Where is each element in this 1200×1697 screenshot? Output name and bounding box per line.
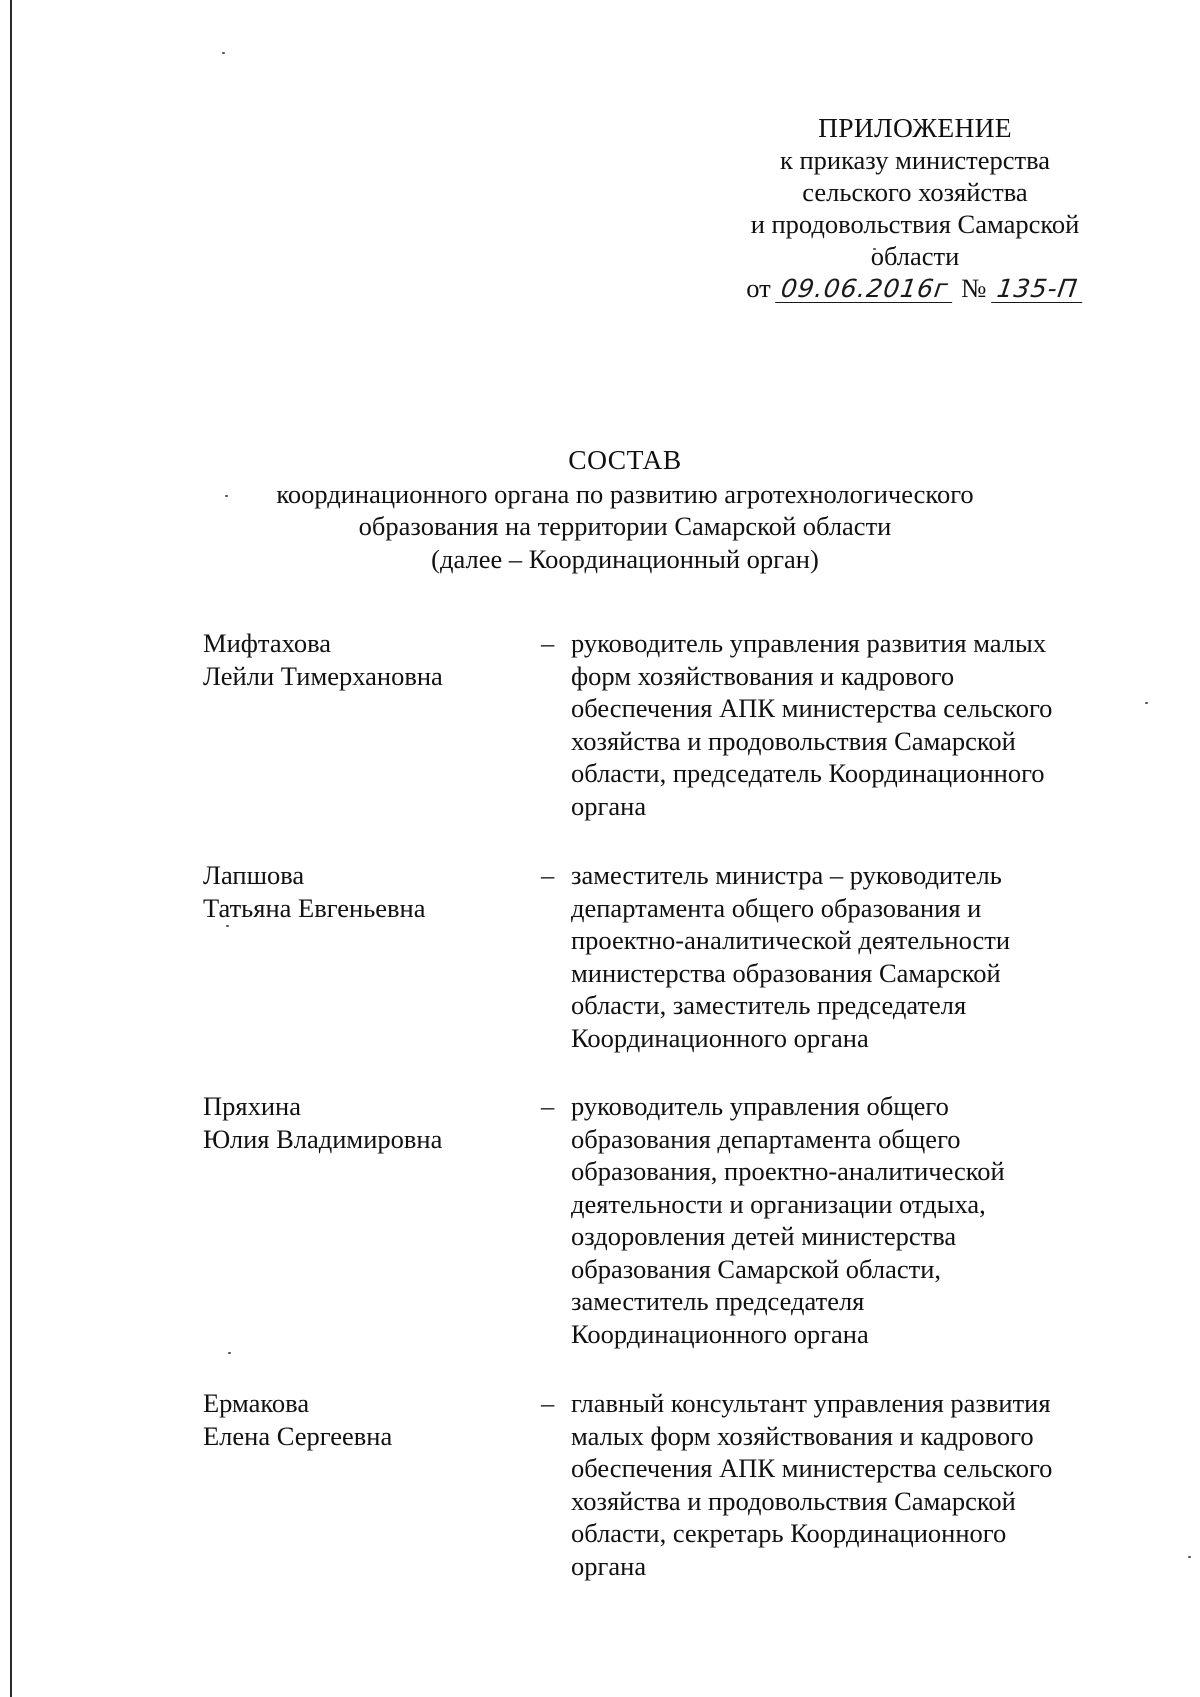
order-date-number-line: [680, 272, 1150, 304]
handwritten-number: 135-П: [991, 276, 1085, 303]
member-dash: –: [541, 628, 555, 658]
member-role-line: малых форм хозяйствования и кадрового: [571, 1420, 1034, 1451]
appendix-line: сельского хозяйства: [802, 177, 1028, 207]
member-entry: [203, 1090, 1123, 1350]
member-dash: –: [541, 1091, 555, 1121]
member-given-names: Лейли Тимерхановна: [203, 660, 443, 691]
member-role-line: обеспечения АПК министерства сельского: [571, 1453, 1053, 1483]
document-subtitle-line: образования на территории Самарской области: [358, 511, 892, 541]
handwritten-date: 09.06.2016г: [775, 276, 956, 303]
member-role-line: главный консультант управления развития: [571, 1388, 1051, 1418]
number-prefix: №: [961, 273, 987, 303]
member-name: [203, 1387, 541, 1452]
member-role-line: министерства образования Самарской: [571, 957, 1001, 988]
member-role-line: форм хозяйствования и кадрового: [571, 660, 955, 691]
member-role-line: хозяйства и продовольствия Самарской: [571, 1485, 1016, 1516]
appendix-block: [680, 112, 1150, 304]
appendix-line: и продовольствия Самарской: [750, 209, 1080, 239]
member-role: [571, 1387, 1091, 1582]
member-role-line: обеспечения АПК министерства сельского: [571, 693, 1053, 723]
member-role-line: образования Самарской области,: [571, 1253, 942, 1284]
document-subtitle-line: (далее – Координационный орган): [431, 543, 819, 574]
scan-speck: [1188, 1556, 1191, 1558]
member-entry: [203, 1387, 1123, 1582]
member-name: [203, 859, 541, 924]
document-subtitle-line: координационного органа по развитию агротехнологического: [276, 478, 974, 509]
member-surname: Лапшова: [203, 860, 305, 890]
member-role-line: хозяйства и продовольствия Самарской: [571, 725, 1016, 756]
member-role-line: проектно-аналитической деятельности: [571, 925, 1011, 955]
member-role-line: руководитель управления общего: [571, 1091, 949, 1121]
member-surname: Ермакова: [203, 1388, 310, 1418]
member-role-line: органа: [571, 790, 647, 821]
member-role: [571, 859, 1091, 1054]
member-role-line: области, заместитель председателя: [571, 990, 967, 1020]
member-role-line: деятельности и организации отдыха,: [571, 1188, 986, 1219]
member-role-line: заместитель министра – руководитель: [571, 860, 1002, 890]
scan-speck: [1145, 702, 1148, 704]
scan-speck: [222, 52, 225, 54]
member-given-names: Татьяна Евгеньевна: [203, 892, 426, 923]
member-role-line: образования, проектно-аналитической: [571, 1156, 1005, 1186]
member-dash: –: [541, 1388, 555, 1418]
member-name: [203, 1090, 541, 1155]
member-role: [571, 1090, 1091, 1350]
date-prefix: от: [746, 273, 771, 303]
document-title: СОСТАВ: [568, 444, 682, 475]
member-given-names: Юлия Владимировна: [203, 1123, 443, 1154]
member-role-line: органа: [571, 1550, 647, 1581]
member-role-line: оздоровления детей министерства: [571, 1221, 957, 1251]
member-role-line: руководитель управления развития малых: [571, 628, 1047, 658]
member-name: [203, 627, 541, 692]
member-entry: [203, 627, 1123, 822]
members-list: [203, 627, 1123, 1582]
appendix-line: к приказу министерства: [779, 145, 1051, 175]
member-role-line: Координационного органа: [571, 1022, 869, 1053]
member-given-names: Елена Сергеевна: [203, 1420, 393, 1451]
member-surname: Мифтахова: [203, 628, 331, 658]
member-role-line: департамента общего образования и: [571, 892, 982, 923]
member-surname: Пряхина: [203, 1091, 301, 1121]
member-dash: –: [541, 860, 555, 890]
appendix-line: области: [870, 241, 960, 271]
member-role-line: области, председатель Координационного: [571, 758, 1045, 788]
member-role: [571, 627, 1091, 822]
member-role-line: заместитель председателя: [571, 1286, 865, 1316]
scan-speck: [225, 495, 228, 497]
scan-edge-line: [10, 0, 12, 1697]
member-entry: [203, 859, 1123, 1054]
document-title-block: [230, 444, 1020, 575]
member-role-line: области, секретарь Координационного: [571, 1518, 1007, 1548]
member-role-line: образования департамента общего: [571, 1123, 961, 1154]
appendix-heading: ПРИЛОЖЕНИЕ: [818, 112, 1012, 143]
member-role-line: Координационного органа: [571, 1318, 869, 1349]
